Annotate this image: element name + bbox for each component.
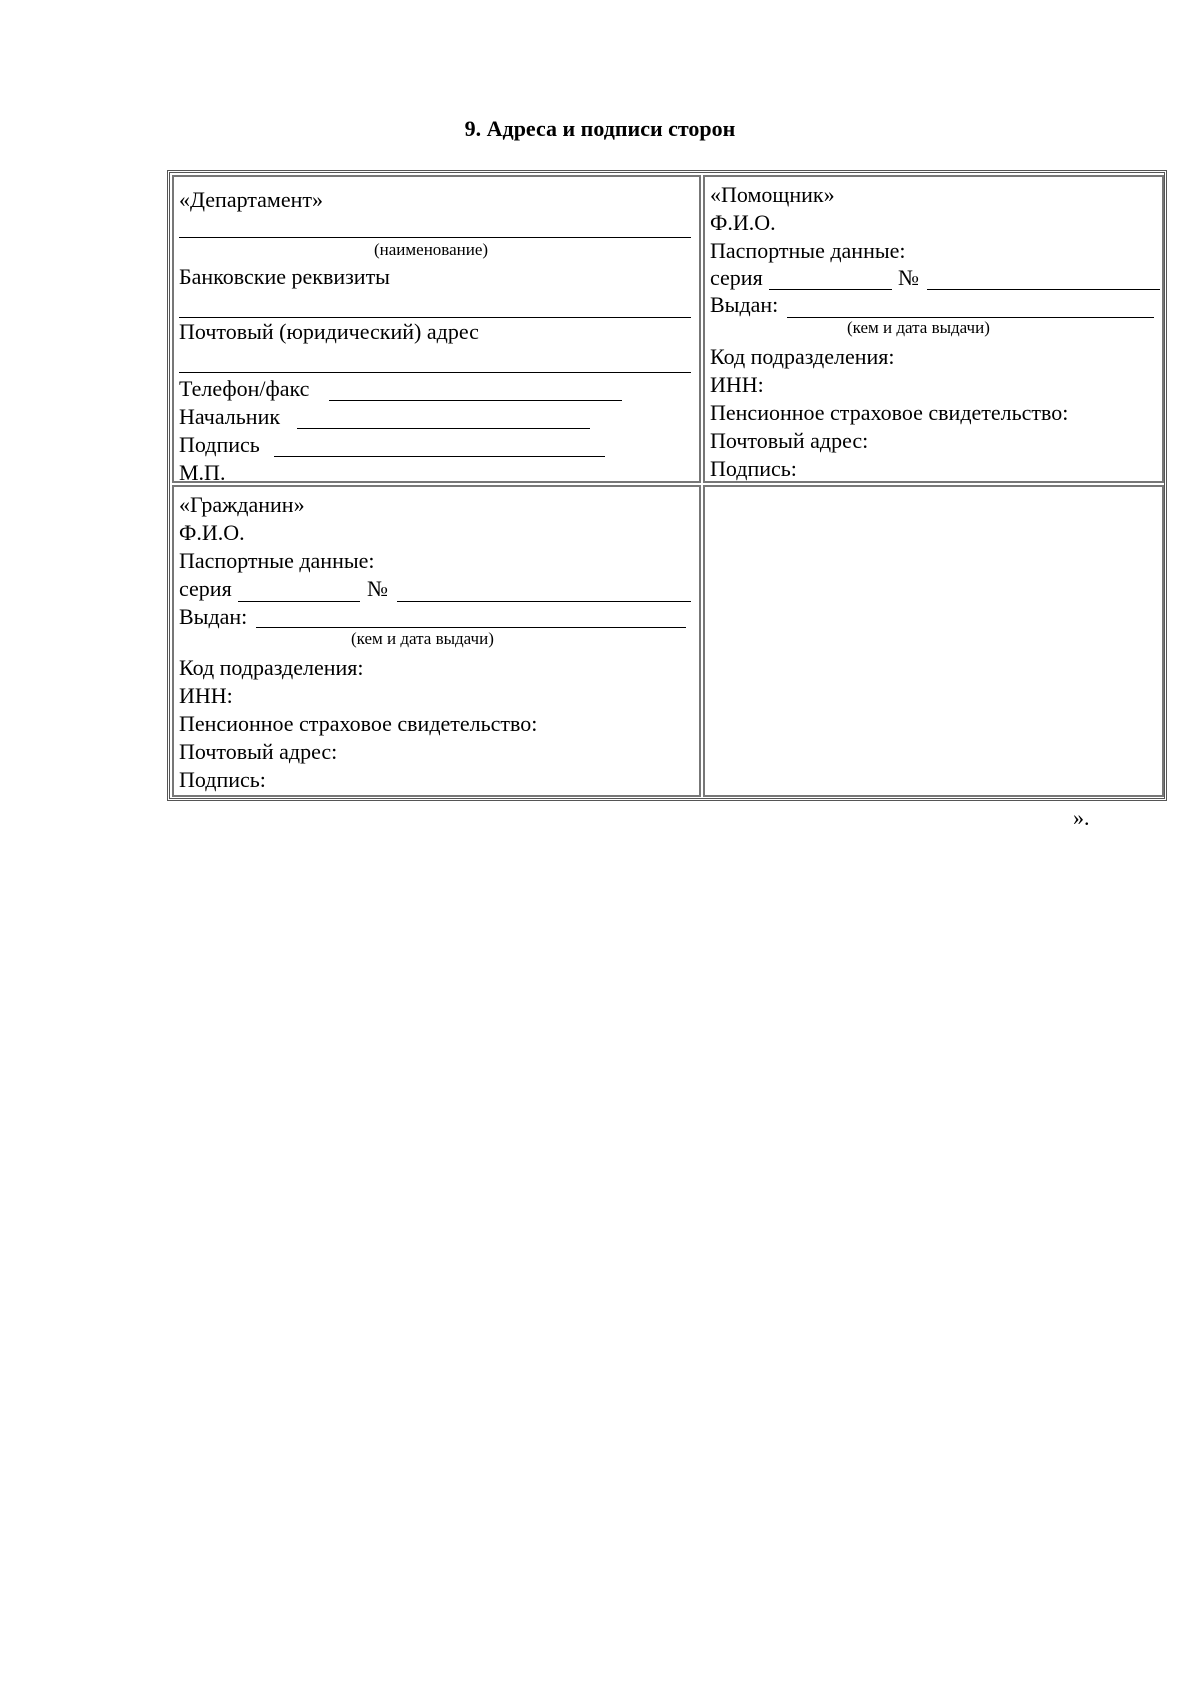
citizen-series-line[interactable] [238, 601, 360, 602]
closing-quote: ». [1073, 805, 1090, 830]
assistant-issued-label: Выдан: [710, 292, 779, 317]
assistant-inn-label: ИНН: [710, 372, 764, 397]
section-title: 9. Адреса и подписи сторон [464, 116, 736, 141]
department-name-line[interactable] [179, 237, 691, 238]
assistant-number-sign: № [898, 265, 919, 290]
assistant-cell [703, 175, 1164, 483]
citizen-heading: «Гражданин» [179, 492, 305, 517]
assistant-full-name-label: Ф.И.О. [710, 210, 776, 235]
citizen-number-line[interactable] [397, 601, 691, 602]
department-heading: «Департамент» [179, 187, 324, 212]
empty-cell [703, 485, 1164, 797]
postal-address-label: Почтовый (юридический) адрес [179, 319, 479, 344]
postal-address-line[interactable] [179, 372, 691, 373]
citizen-series-label: серия [179, 576, 232, 601]
signatures-table [167, 170, 1167, 801]
phone-fax-line[interactable] [329, 400, 622, 401]
assistant-series-line[interactable] [769, 289, 892, 290]
assistant-issued-caption: (кем и дата выдачи) [847, 318, 990, 337]
citizen-division-code-label: Код подразделения: [179, 655, 364, 680]
assistant-division-code-label: Код подразделения: [710, 344, 895, 369]
bank-details-label: Банковские реквизиты [179, 264, 390, 289]
assistant-signature-label: Подпись: [710, 456, 797, 481]
citizen-passport-label: Паспортные данные: [179, 548, 375, 573]
citizen-inn-label: ИНН: [179, 683, 233, 708]
citizen-issued-caption: (кем и дата выдачи) [351, 629, 494, 648]
citizen-full-name-label: Ф.И.О. [179, 520, 245, 545]
department-name-caption: (наименование) [374, 240, 489, 259]
assistant-pension-label: Пенсионное страховое свидетельство: [710, 400, 1069, 425]
assistant-series-label: серия [710, 265, 763, 290]
citizen-cell [172, 485, 701, 797]
citizen-issued-line[interactable] [256, 627, 686, 628]
head-label: Начальник [179, 404, 281, 429]
phone-fax-label: Телефон/факс [179, 376, 310, 401]
assistant-postal-address-label: Почтовый адрес: [710, 428, 869, 453]
assistant-heading: «Помощник» [710, 182, 835, 207]
head-line[interactable] [297, 428, 590, 429]
citizen-number-sign: № [367, 576, 388, 601]
department-cell [172, 175, 701, 483]
citizen-postal-address-label: Почтовый адрес: [179, 739, 338, 764]
signature-line[interactable] [274, 456, 605, 457]
citizen-issued-label: Выдан: [179, 604, 248, 629]
assistant-passport-label: Паспортные данные: [710, 238, 906, 263]
signature-label: Подпись [179, 432, 260, 457]
citizen-signature-label: Подпись: [179, 767, 266, 792]
stamp-label: М.П. [179, 460, 226, 483]
citizen-pension-label: Пенсионное страховое свидетельство: [179, 711, 538, 736]
assistant-number-line[interactable] [927, 289, 1160, 290]
